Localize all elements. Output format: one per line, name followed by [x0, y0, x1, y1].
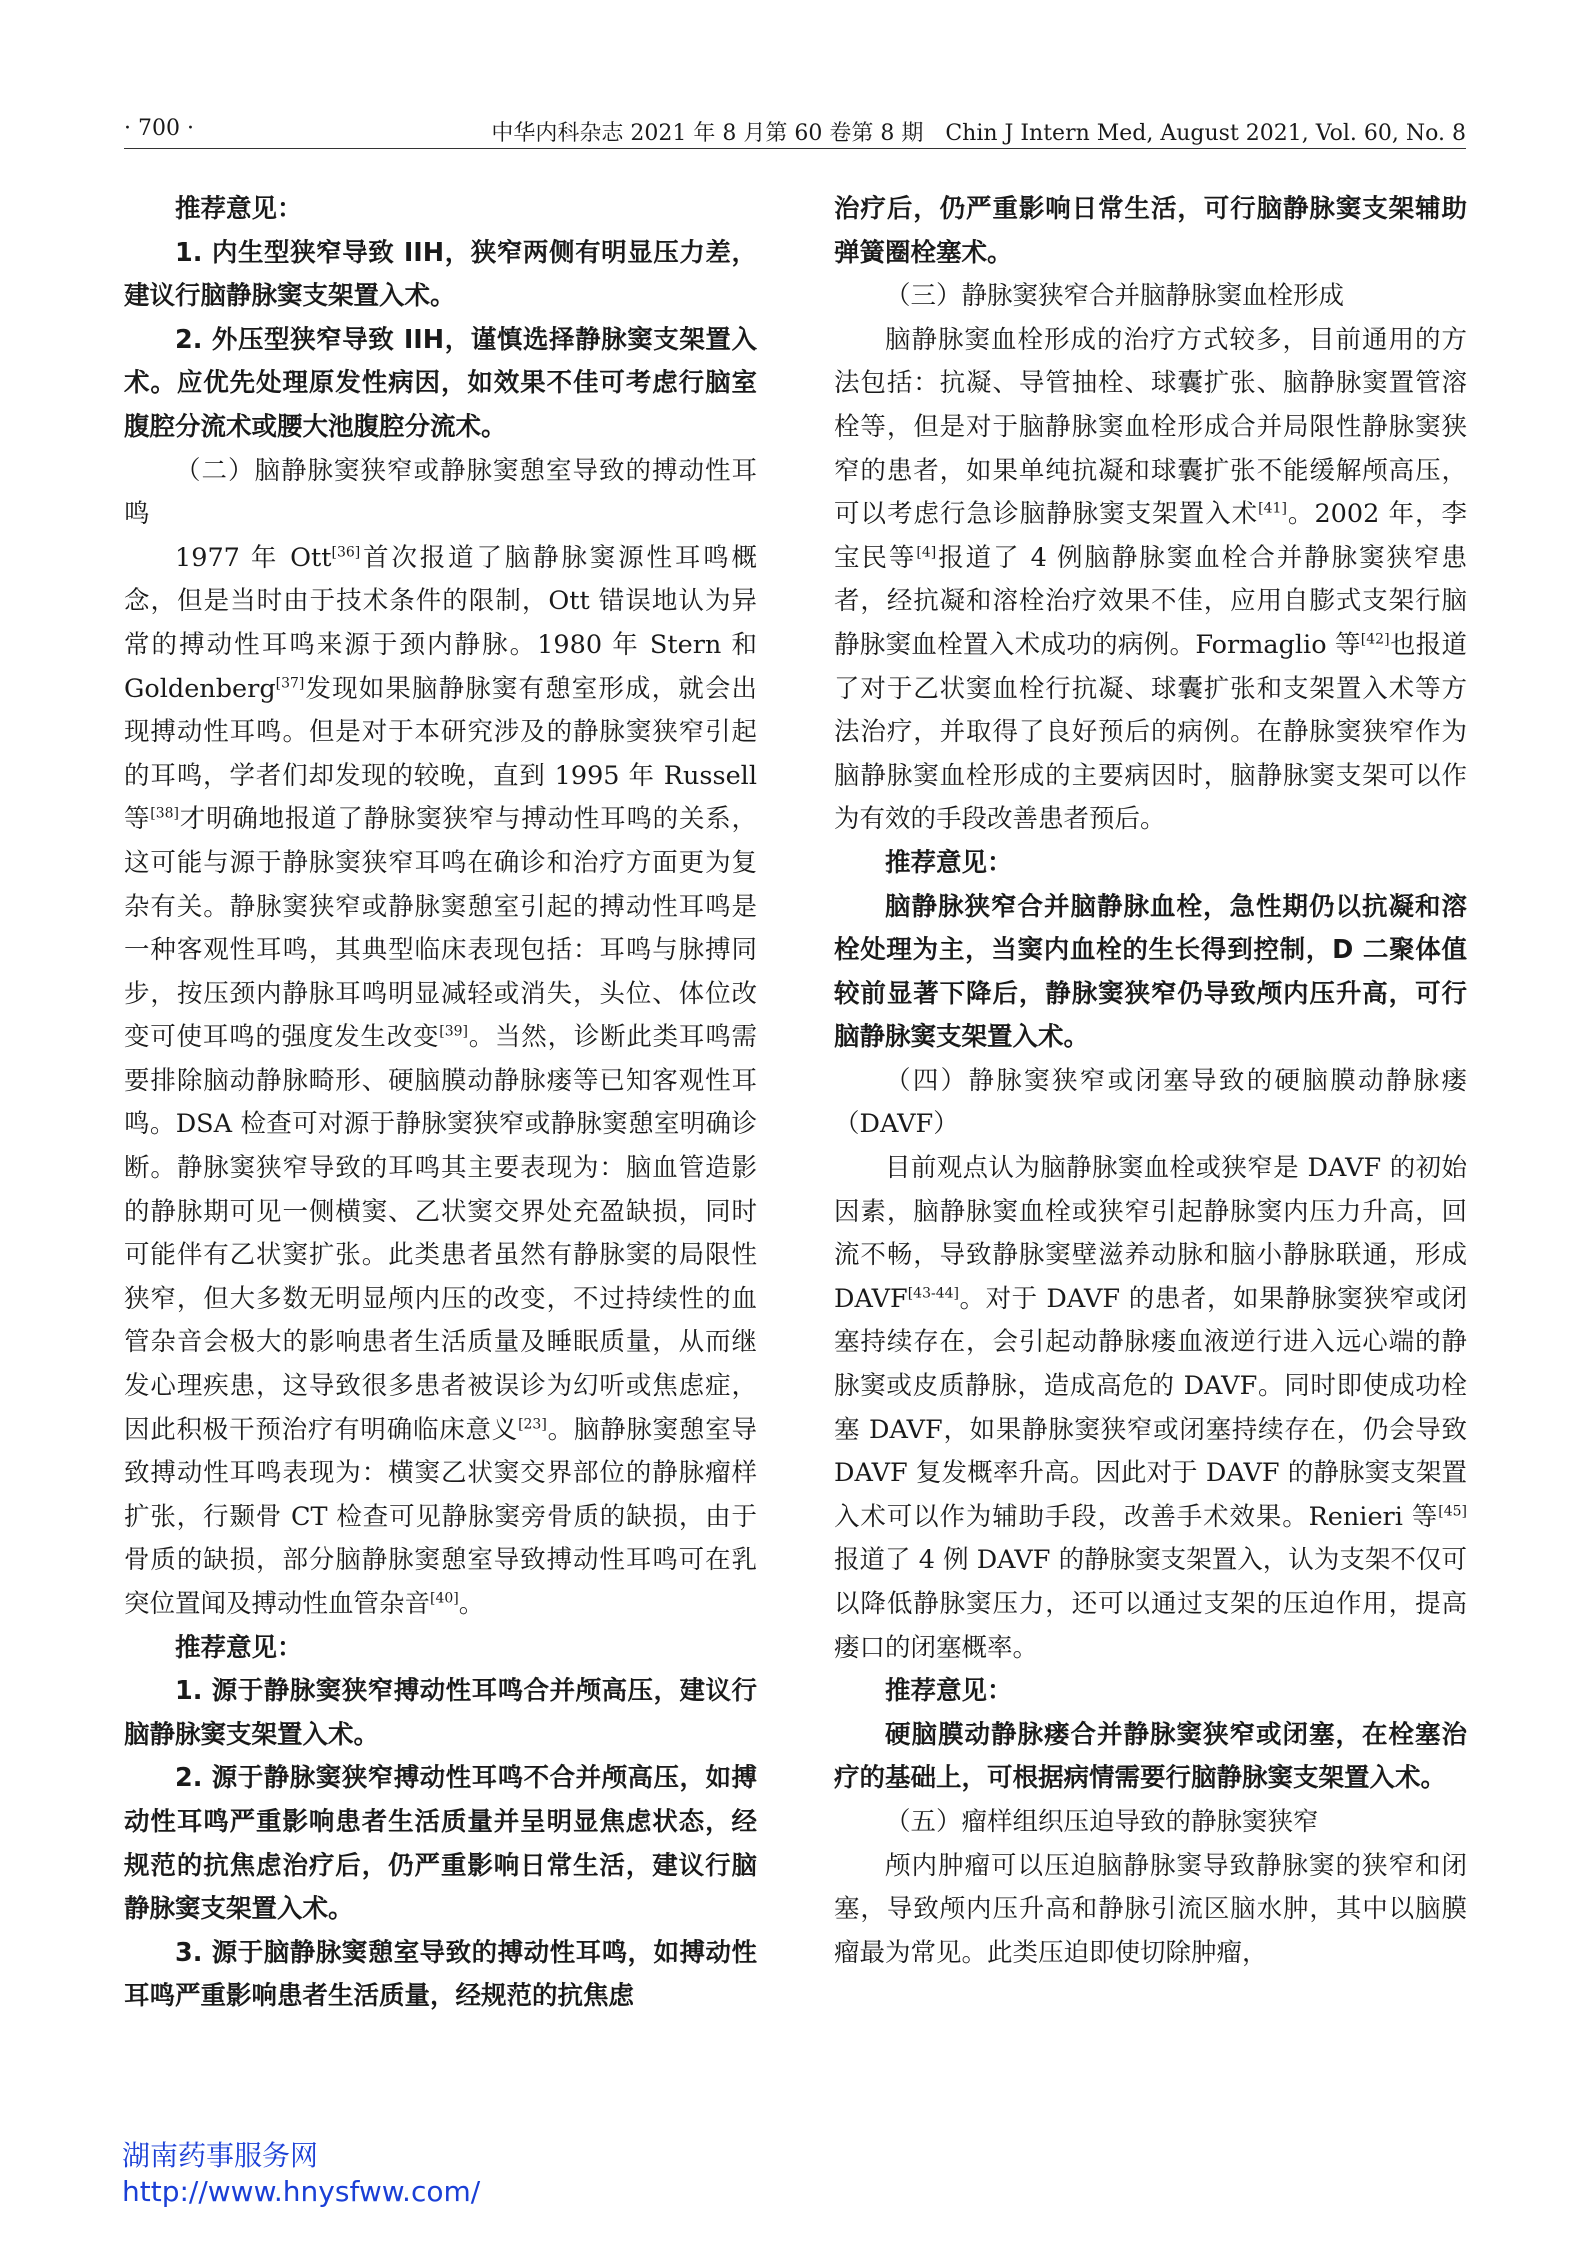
citation-marker: [43-44]	[907, 1285, 959, 1302]
recommendation-paragraph: 推荐意见：	[885, 847, 1013, 878]
text-run: 才明确地报道了静脉窦狭窄与搏动性耳鸣的关系，这可能与源于静脉窦狭窄耳鸣在确诊和治疗方面更为复杂有关。静脉窦狭窄或静脉窦憩室引起的搏动性耳鸣是一种客观性耳鸣，其典型临床表现包括：耳鸣与脉搏同步，按压颈内静脉耳鸣明显减轻或消失，头位、体位改变可使耳鸣的强度发生改变	[124, 804, 757, 1053]
recommendation-paragraph: 脑静脉狭窄合并脑静脉血栓，急性期仍以抗凝和溶栓处理为主，当窦内血栓的生长得到控制，D 二聚体值较前显著下降后，静脉窦狭窄仍导致颅内压升高，可行脑静脉窦支架置入术。	[834, 891, 1467, 1053]
text-run: 。对于 DAVF 的患者，如果静脉窦狭窄或闭塞持续存在，会引起动静脉瘘血液逆行进入远心端的静脉窦或皮质静脉，造成高危的 DAVF。同时即使成功栓塞 DAVF，如果静脉窦狭窄或闭塞持续存在，仍会导致 DAVF 复发概率升高。因此对于 DAVF 的静脉窦支架置入术可以作为辅助手段，改善手术效果。Renieri 等	[834, 1283, 1467, 1532]
recommendation-paragraph: 2. 源于静脉窦狭窄搏动性耳鸣不合并颅高压，如搏动性耳鸣严重影响患者生活质量并呈明显焦虑状态，经规范的抗焦虑治疗后，仍严重影响日常生活，建议行脑静脉窦支架置入术。	[124, 1763, 757, 1925]
left-column	[124, 188, 757, 2019]
section-heading: （三）静脉窦狭窄合并脑静脉窦血栓形成	[885, 281, 1345, 312]
body-paragraph	[834, 319, 1467, 842]
text-run: 。当然，诊断此类耳鸣需要排除脑动静脉畸形、硬脑膜动静脉瘘等已知客观性耳鸣。DSA 检查可对源于静脉窦狭窄或静脉窦憩室明确诊断。静脉窦狭窄导致的耳鸣其主要表现为：脑血管造影的静脉期可见一侧横窦、乙状窦交界处充盈缺损，同时可能伴有乙状窦扩张。此类患者虽然有静脉窦的局限性狭窄，但大多数无明显颅内压的改变，不过持续性的血管杂音会极大的影响患者生活质量及睡眠质量，从而继发心理疾患，这导致很多患者被误诊为幻听或焦虑症，因此积极干预治疗有明确临床意义	[124, 1022, 757, 1445]
recommendation-paragraph: 3. 源于脑静脉窦憩室导致的搏动性耳鸣，如搏动性耳鸣严重影响患者生活质量，经规范的抗焦虑	[124, 1937, 757, 2012]
section-heading: （五）瘤样组织压迫导致的静脉窦狭窄	[885, 1806, 1319, 1837]
citation-marker: [40]	[430, 1590, 459, 1607]
body-paragraph	[834, 1845, 1467, 1976]
text-run: 报道了 4 例 DAVF 的静脉窦支架置入，认为支架不仅可以降低静脉窦压力，还可以通过支架的压迫作用，提高瘘口的闭塞概率。	[834, 1545, 1467, 1663]
citation-marker: [45]	[1438, 1503, 1467, 1520]
citation-marker: [4]	[916, 544, 937, 561]
recommendation-paragraph: 2. 外压型狭窄导致 IIH，谨慎选择静脉窦支架置入术。应优先处理原发性病因，如效果不佳可考虑行脑室腹腔分流术或腰大池腹腔分流术。	[124, 324, 757, 442]
recommendation-paragraph: 硬脑膜动静脉瘘合并静脉窦狭窄或闭塞，在栓塞治疗的基础上，可根据病情需要行脑静脉窦支架置入术。	[834, 1719, 1467, 1794]
citation-marker: [38]	[150, 805, 180, 822]
section-heading: （二）脑静脉窦狭窄或静脉窦憩室导致的搏动性耳鸣	[124, 455, 757, 530]
text-run: 首次报道了脑静脉窦源性耳鸣概念，但是当时由于技术条件的限制，Ott 错误地认为异常的搏动性耳鸣来源于颈内静脉。1980 年 Stern 和 Goldenberg	[124, 542, 757, 704]
body-paragraph	[124, 537, 757, 1627]
citation-marker: [23]	[518, 1416, 547, 1433]
citation-marker: [41]	[1258, 500, 1287, 517]
watermark-url-link[interactable]: http://www.hnysfww.com/	[122, 2175, 481, 2208]
citation-marker: [37]	[275, 675, 305, 692]
text-run: 目前观点认为脑静脉窦血栓或狭窄是 DAVF 的初始因素，脑静脉窦血栓或狭窄引起静脉窦内压力升高，回流不畅，导致静脉窦壁滋养动脉和脑小静脉联通，形成 DAVF	[834, 1153, 1467, 1314]
text-run: 。2002 年，李宝民等	[834, 499, 1467, 573]
text-run: 。脑静脉窦憩室导致搏动性耳鸣表现为：横窦乙状窦交界部位的静脉瘤样扩张，行颞骨 CT 检查可见静脉窦旁骨质的缺损，由于骨质的缺损，部分脑静脉窦憩室导致搏动性耳鸣可在乳突位置闻及搏动性血管杂音	[124, 1414, 757, 1619]
right-column	[834, 188, 1467, 1975]
journal-citation: 中华内科杂志 2021 年 8 月第 60 卷第 8 期 Chin J Intern Med, August 2021, Vol. 60, No. 8	[491, 121, 1466, 146]
text-run: 也报道了对于乙状窦血栓行抗凝、球囊扩张和支架置入术等方法治疗，并取得了良好预后的病例。在静脉窦狭窄作为脑静脉窦血栓形成的主要病因时，脑静脉窦支架可以作为有效的手段改善患者预后。	[834, 629, 1467, 835]
text-run: 1977 年 Ott	[175, 542, 332, 573]
text-run: 。	[458, 1589, 485, 1619]
citation-marker: [39]	[439, 1023, 468, 1040]
citation-marker: [36]	[331, 544, 361, 561]
text-run: 报道了 4 例脑静脉窦血栓合并静脉窦狭窄患者，经抗凝和溶栓治疗效果不佳，应用自膨式支架行脑静脉窦血栓置入术成功的病例。Formaglio 等	[834, 542, 1467, 660]
recommendation-paragraph: 推荐意见：	[175, 194, 303, 224]
text-run: 脑静脉窦血栓形成的治疗方式较多，目前通用的方法包括：抗凝、导管抽栓、球囊扩张、脑静脉窦置管溶栓等，但是对于脑静脉窦血栓形成合并局限性静脉窦狭窄的患者，如果单纯抗凝和球囊扩张不能缓解颅高压，可以考虑行急诊脑静脉窦支架置入术	[834, 324, 1467, 530]
page-number: · 700 ·	[124, 116, 194, 141]
recommendation-paragraph: 1. 源于静脉窦狭窄搏动性耳鸣合并颅高压，建议行脑静脉窦支架置入术。	[124, 1676, 757, 1750]
section-heading: （四）静脉窦狭窄或闭塞导致的硬脑膜动静脉瘘（DAVF）	[834, 1065, 1467, 1140]
watermark	[122, 2138, 480, 2210]
recommendation-paragraph: 1. 内生型狭窄导致 IIH，狭窄两侧有明显压力差，建议行脑静脉窦支架置入术。	[124, 237, 757, 312]
recommendation-paragraph: 治疗后，仍严重影响日常生活，可行脑静脉窦支架辅助弹簧圈栓塞术。	[834, 194, 1467, 268]
body-paragraph	[834, 1147, 1467, 1670]
watermark-site-name: 湖南药事服务网	[122, 2139, 319, 2172]
recommendation-paragraph: 推荐意见：	[885, 1676, 1013, 1707]
page-header	[124, 112, 1466, 149]
citation-marker: [42]	[1360, 631, 1390, 648]
recommendation-paragraph: 推荐意见：	[175, 1632, 303, 1663]
text-run: 颅内肿瘤可以压迫脑静脉窦导致静脉窦的狭窄和闭塞，导致颅内压升高和静脉引流区脑水肿，其中以脑膜瘤最为常见。此类压迫即使切除肿瘤，	[834, 1850, 1467, 1968]
text-run: 发现如果脑静脉窦有憩室形成，就会出现搏动性耳鸣。但是对于本研究涉及的静脉窦狭窄引起的耳鸣，学者们却发现的较晚，直到 1995 年 Russell 等	[124, 673, 757, 835]
